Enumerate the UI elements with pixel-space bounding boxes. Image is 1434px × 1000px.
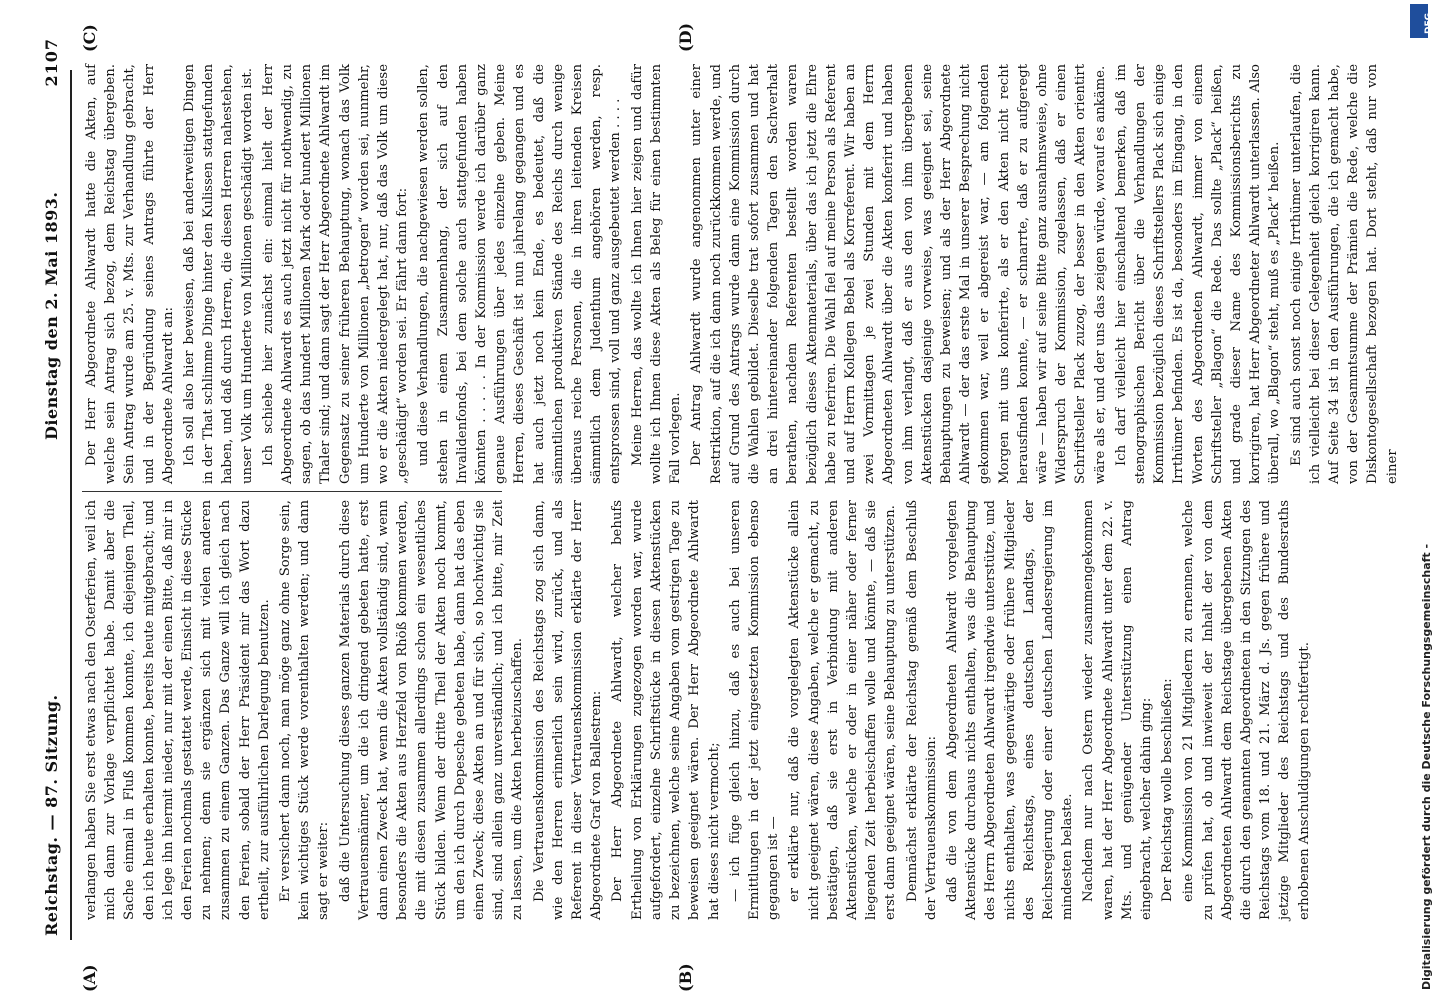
paragraph: er erklärte nur, daß die vorgelegten Aktenstücke allein nicht geeignet wären, diese Angaben, welche er gemacht, zu bestätigen, daß sie erst in Verbindung mit anderen Aktenstücken, welche er oder in einer näher oder ferner liegenden Zeit herbeischaffen wolle und könnte, — daß sie erst dann geeignet wären, seine Behauptung zu unterstützen. (787, 500, 899, 920)
paragraph: Es sind auch sonst noch einige Irrthümer unterlaufen, die ich vielleicht bei dieser Gelegenheit gleich korrigiren kann. Auf Seite 34 ist in den Ausführungen, die ich gemacht habe, von der Gesammtsumme der Prämien die Rede, welche die Diskontogesellschaft bezogen hat. Dort steht, daß nur von einer (1288, 64, 1400, 484)
margin-mark-a: (A) (80, 964, 99, 992)
paragraph: daß die von dem Abgeordneten Ahlwardt vorgelegten Aktenstücke durchaus nichts enthalten, was die Behauptung des Herrn Abgeordneten Ahlwardt irgendwie unterstütze, und nichts enthalten, was gegenwärtige oder frühere Mitglieder des Reichstags, eines deutschen Landtags, der Reichsregierung oder einer deutschen Landesregierung im mindesten belaste. (944, 500, 1076, 920)
right-text-column (82, 64, 1400, 484)
paragraph: Er versichert dann noch, man möge ganz ohne Sorge sein, kein wichtiges Stück werde vorenthalten werden; und dann sagt er weiter: (278, 500, 332, 920)
left-text-column (82, 500, 1322, 920)
paragraph: Meine Herren, das wollte ich Ihnen hier zeigen und dafür wollte ich Ihnen diese Akten als Beleg für einen bestimmten Fall vorlegen. (629, 64, 684, 484)
paragraph: daß die Untersuchung dieses ganzen Materials durch diese Vertrauensmänner, um die ich dringend gebeten hatte, erst dann einen Zweck hat, wenn die Akten vollständig sind, wenn besonders die Akten aus Herzfeld von Rhöß kommen werden, die mit diesen zusammen allerdings schon ein wesentliches Stück bilden. Wenn der dritte Theil der Akten noch kommt, um den ich durch Depesche gebeten habe, dann hat das eben einen Zweck; diese Akten an und für sich, so hochwichtig sie sind, sind allein ganz unverständlich; und ich bitte, mir Zeit zu lassen, um die Akten herbeizuschaffen. (337, 500, 526, 920)
paragraph: — ich füge gleich hinzu, daß es auch bei unseren Ermittlungen in der jetzt eingesetzten Kommission ebenso gegangen ist — (727, 500, 782, 920)
paragraph: Ich schiebe hier zunächst ein: einmal hielt der Herr Abgeordnete Ahlwardt es auch jetzt nicht für nothwendig, zu sagen, ob das hundert Millionen Mark oder hundert Millionen Thaler sind; und dann sagt der Herr Abgeordnete Ahlwardt im Gegensatz zu seiner früheren Behauptung, wonach das Volk um Hunderte von Millionen „betrogen“ worden sei, nunmehr, wo er die Akten niedergelegt hat, nur, daß das Volk um diese „geschädigt“ worden sei. Er fährt dann fort: (260, 64, 411, 484)
column-divider (82, 491, 502, 492)
page-number: 2107 (42, 38, 61, 87)
dfg-logo-text: DFG (1424, 12, 1434, 34)
paragraph: verlangen haben Sie erst etwas nach den Osterferien, weil ich mich dann zur Vorlage verpflichtet habe. Damit aber die Sache einmal in Fluß kommen konnte, ich diejenigen Theil, den ich heute erhalten konnte, bereits heute mitgebracht; und ich lege ihn hiermit nieder, nur mit der einen Bitte, daß mir in den Ferien nochmals gestattet werde, Einsicht in diese Stücke zu nehmen; denn sie ergänzen sich mit vielen anderen zusammen zu einem Ganzen. Das Ganze will ich gleich nach den Ferien, sobald der Herr Präsident mir das Wort dazu ertheilt, zur ausführlichen Darlegung benutzen. (84, 500, 272, 920)
paragraph: und diese Verhandlungen, die nachgewiesen werden sollen, stehen in einem Zusammenhang, der sich auf den Invalidenfonds, bei dem solche auch stattgefunden haben könnten . . . . . In der Kommission werde ich darüber ganz genaue Ausführungen über jedes einzelne geben. Meine Herren, dieses Geschäft ist nun jahrelang gegangen und es hat auch jetzt noch kein Ende, es bedeutet, daß die sämmtlichen produktiven Stände des Reichs durch wenige überaus reiche Personen, die in ihren leitenden Kreisen sämmtlich dem Judenthum angehören werden, resp. entsprossen sind, voll und ganz ausgebeutet werden . . . . (416, 64, 624, 484)
paragraph: Der Herr Abgeordnete Ahlwardt, welcher behufs Ertheilung von Erklärungen zugezogen worden war, wurde aufgefordert, einzelne Schriftstücke in diesen Aktenstücken zu bezeichnen, welche seine Angaben vom gestrigen Tage zu beweisen geeignet wären. Der Herr Abgeordnete Ahlwardt hat dieses nicht vermocht; (610, 500, 722, 920)
dfg-logo (1410, 4, 1434, 38)
paragraph: Der Antrag Ahlwardt wurde angenommen unter einer Restriktion, auf die ich dann noch zurückkommen werde, und auf Grund des Antrags wurde dann eine Kommission durch die Wahlen gebildet. Dieselbe trat sofort zusammen und hat an drei hintereinander folgenden Tagen den Sachverhalt berathen, nachdem Referenten bestellt worden waren bezüglich dieses Aktenmaterials, über das ich jetzt die Ehre habe zu referiren. Die Wahl fiel auf meine Person als Referent und auf Herrn Kollegen Bebel als Korreferent. Wir haben an zwei Vormittagen je zwei Stunden mit dem Herrn Abgeordneten Ahlwardt über die Akten konferirt und haben von ihm verlangt, daß er aus den von ihm übergebenen Aktenstücken dasjenige vorweise, was geeignet sei, seine Behauptungen zu beweisen; und als der Herr Abgeordnete Ahlwardt — der das erste Mal in unserer Besprechung nicht gekommen war, weil er abgereist war, — am folgenden Morgen mit uns konferirte, als er den Akten nicht recht herausfinden konnte, — er schnarrte, daß er zu aufgeregt wäre — haben wir auf seine Bitte ganz ausnahmsweise, ohne Widerspruch der Kommission, zugelassen, daß er einen Schriftsteller Plack zuzog, der besser in den Akten orientirt wäre als er, und der uns das zeigen würde, worauf es ankäme. (689, 64, 1108, 484)
running-header (28, 30, 68, 960)
paragraph: Der Reichstag wolle beschließen: (1160, 678, 1176, 902)
paragraph: Die Vertrauenskommission des Reichstags zog sich dann, wie den Herren erinnerlich sein wird, zurück, und als Referent in dieser Vertrauenskommission erklärte der Herr Abgeordnete Graf von Ballestrem: (531, 500, 605, 920)
margin-mark-b: (B) (676, 963, 695, 992)
paragraph: Der Herr Abgeordnete Ahlwardt hatte die Akten, auf welche sein Antrag sich bezog, dem Reichstag übergeben. Sein Antrag wurde am 25. v. Mts. zur Verhandlung gebracht, und in der Begründung seines Antrags führte der Herr Abgeordnete Ahlwardt an: (84, 64, 176, 484)
margin-mark-d: (D) (676, 22, 695, 52)
paragraph: Ich darf vielleicht hier einschaltend bemerken, daß im stenographischen Bericht über die Verhandlungen der Kommission bezüglich dieses Schriftstellers Plack sich einige Irrthümer befinden. Es ist da, besonders im Eingang, in den Worten des Abgeordneten Ahlwardt, immer von einem Schriftsteller „Blagon“ die Rede. Das sollte „Plack“ heißen, und grade dieser Name des Kommissionsberichts zu korrigiren, hat Herr Abgeordneter Ahlwardt unterlassen. Also überall, wo „Blagon“ steht, muß es „Plack“ heißen. (1113, 64, 1283, 484)
header-session: Reichstag. — 87. Sitzung. (42, 694, 61, 936)
paragraph: eine Kommission von 21 Mitgliedern zu ernennen, welche zu prüfen hat, ob und inwieweit der Inhalt der von dem Abgeordneten Ahlwardt dem Reichstage übergebenen Akten die durch den genannten Abgeordneten in den Sitzungen des Reichstags vom 18. und 21. März d. Js. gegen frühere und jetzige Mitglieder des Reichstags und des Bundesraths erhobenen Anschuldigungen rechtfertigt. (1181, 500, 1312, 920)
margin-mark-c: (C) (80, 24, 99, 52)
paragraph: Nachdem nur nach Ostern wieder zusammengekommen waren, hat der Herr Abgeordnete Ahlwardt unter dem 22. v. Mts. und genügender Unterstützung einen Antrag eingebracht, welcher dahin ging: (1081, 500, 1154, 920)
header-date: Dienstag den 2. Mai 1893. (42, 191, 61, 440)
credit-text: Digitalisierung gefördert durch die Deutsche Forschungsgemeinschaft - (1420, 543, 1433, 990)
paragraph: Ich soll also hier beweisen, daß bei anderweitigen Dingen in der That schlimme Dinge hinter den Kulissen stattgefunden haben, und daß durch Herren, die diesen Herren nahestehen, unser Volk um Hunderte von Millionen geschädigt worden ist. (182, 64, 255, 484)
header-rule (70, 70, 72, 940)
credit-strip (1392, 0, 1432, 1000)
paragraph: Demnächst erklärte der Reichstag gemäß dem Beschluß der Vertrauenskommission: (904, 500, 939, 920)
